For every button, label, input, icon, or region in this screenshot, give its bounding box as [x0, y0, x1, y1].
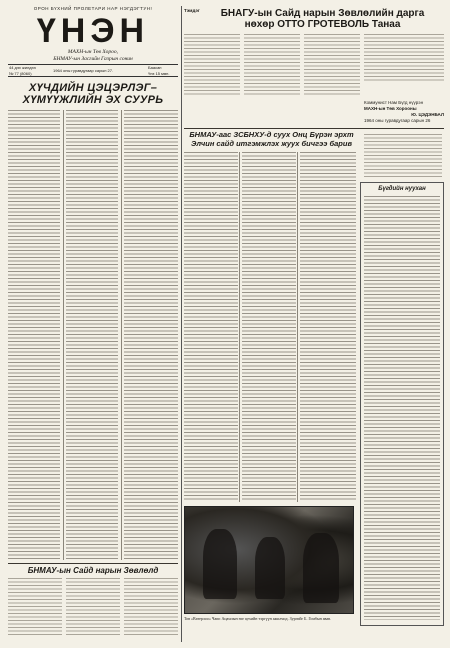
top-right-headline-line-2: нөхөр ОТТО ГРОТЕВОЛЬ Танаа	[244, 19, 401, 30]
top-right-headline-line-1: БНАГУ-ын Сайд нарын Зөвлөлийн дарга	[220, 8, 425, 19]
photo-figure	[303, 533, 339, 603]
bottom-headline: БНМАУ-ын Сайд нарын Зөвлөлд	[27, 566, 159, 575]
bottom-column-2	[66, 578, 120, 636]
column-rule	[297, 152, 298, 502]
photo-caption: Тов «Ватерлоо» Чапп Ацамлын нэг цехийн тэргүүн ажилчид. Зургийг Б. Гомбын авав.	[184, 616, 332, 621]
top-right-column-3	[304, 34, 360, 96]
top-right-column-1	[184, 34, 240, 96]
center-column-2	[242, 152, 296, 502]
main-headline	[8, 82, 178, 106]
top-right-column-2	[244, 34, 300, 96]
issue-number: № 77 (8060)	[9, 71, 32, 76]
center-headline	[184, 131, 359, 148]
section-divider	[8, 563, 178, 564]
main-headline-line-1: ХҮЧДИЙН ЦЭЦЭРЛЭГ–	[28, 82, 158, 94]
photo-figure	[255, 537, 285, 599]
right-box-title: Бүгдийн нуухан	[378, 186, 426, 192]
center-column-3	[300, 152, 356, 502]
column-rule	[63, 110, 64, 560]
page-center-rule	[181, 6, 182, 642]
left-column-3	[124, 110, 178, 560]
column-rule	[239, 152, 240, 502]
center-headline-line-2: Элчин сайд итгэмжлэх жуух бичгээ барив	[191, 138, 352, 148]
top-right-kicker: Тэмдэг	[184, 8, 200, 13]
section-divider	[184, 128, 444, 129]
bottom-column-1	[8, 578, 62, 636]
sign-line-3: Ю. ЦЭДЭНБАЛ	[411, 112, 444, 117]
left-column-1	[8, 110, 60, 560]
masthead-logo: ҮНЭН	[36, 12, 150, 50]
sign-line-1: Коммунист Нам Бүгд нүүрэн	[364, 100, 424, 105]
left-column-2	[66, 110, 118, 560]
bottom-column-3	[124, 578, 178, 636]
right-box-text	[364, 196, 440, 620]
news-photo	[184, 506, 354, 614]
top-right-column-4	[364, 34, 444, 82]
top-right-headline	[201, 8, 444, 30]
issue-year: 44 дэх жилдээ	[9, 65, 36, 70]
center-column-1	[184, 152, 238, 502]
issue-info-bar	[8, 64, 178, 77]
sign-line-2: МАХН-ын Төв Хорооны	[364, 106, 417, 111]
subtitle-line-1: МАХН-ын Төв Хороо,	[67, 49, 119, 55]
main-headline-line-2: ХҮМҮҮЖЛИЙН ЭХ СУУРЬ	[22, 94, 164, 106]
issue-date: 1964 оны гуравдугаар сарын 27.	[53, 68, 114, 73]
center-headline-line-1: БНМАУ-ааc ЗСБНХУ-д суух Онц Бүрэн эрхт	[189, 130, 354, 139]
masthead-subtitle	[8, 49, 178, 63]
photo-figure	[203, 529, 237, 599]
column-rule	[121, 110, 122, 560]
issue-weekday: Баасан	[148, 65, 162, 70]
issue-price: Үнэ 15 мөн.	[148, 71, 170, 76]
newspaper-page	[6, 6, 444, 642]
right-top-text	[364, 134, 442, 178]
masthead-slogan: ОРОН БҮХНИЙ ПРОЛЕТАРИ НАР НЭГДЭГТУН!	[33, 6, 153, 11]
subtitle-line-2: БНМАУ-ын Засгийн Газрын сонин	[53, 56, 133, 62]
sign-date: 1964 оны гуравдугаар сарын 26	[364, 118, 431, 123]
